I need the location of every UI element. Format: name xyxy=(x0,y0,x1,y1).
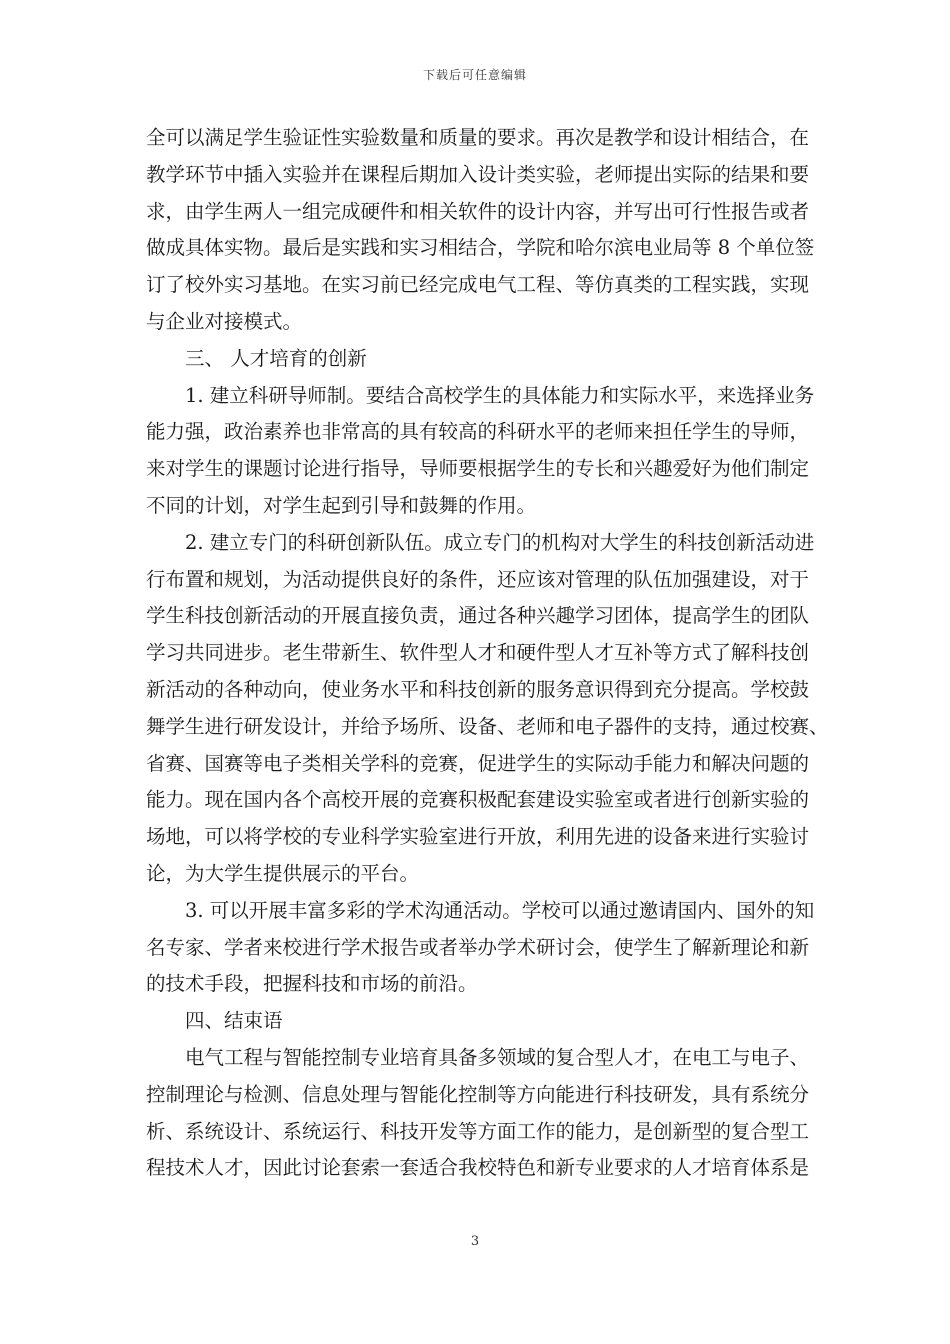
text-line: 三、 人才培育的创新 xyxy=(185,346,367,370)
text-line: 电气工程与智能控制专业培育具备多领域的复合型人才，在电工与电子、 xyxy=(185,1045,810,1069)
text-line: 行布置和规划，为活动提供良好的条件，还应该对管理的队伍加强建设，对于 xyxy=(146,567,810,591)
text-line: 学习共同进步。老生带新生、软件型人才和硬件型人才互补等方式了解科技创 xyxy=(146,641,810,665)
text-line: 能力。现在国内各个高校开展的竞赛积极配套建设实验室或者进行创新实验的 xyxy=(146,788,810,812)
text-line: 新活动的各种动向，使业务水平和科技创新的服务意识得到充分提高。学校鼓 xyxy=(146,677,810,701)
text-line: 场地，可以将学校的专业科学实验室进行开放，利用先进的设备来进行实验讨 xyxy=(146,825,810,849)
text-line: 能力强，政治素养也非常高的具有较高的科研水平的老师来担任学生的导师， xyxy=(146,420,810,444)
text-line: 舞学生进行研发设计，并给予场所、设备、老师和电子器件的支持，通过校赛、 xyxy=(146,714,829,738)
text-line: 不同的计划，对学生起到引导和鼓舞的作用。 xyxy=(146,493,537,517)
text-line: 四、结束语 xyxy=(185,1009,283,1033)
text-line: 学生科技创新活动的开展直接负责，通过各种兴趣学习团体，提高学生的团队 xyxy=(146,604,810,628)
text-line: 论，为大学生提供展示的平台。 xyxy=(146,861,420,885)
document-body xyxy=(146,120,829,1187)
page-header: 下载后可任意编辑 xyxy=(422,68,527,82)
text-line: 做成具体实物。最后是实践和实习相结合，学院和哈尔滨电业局等 8 个单位签 xyxy=(146,236,815,260)
page-number: 3 xyxy=(470,1234,480,1249)
text-line: 2. 建立专门的科研创新队伍。成立专门的机构对大学生的科技创新活动进 xyxy=(185,530,815,554)
text-line: 析、系统设计、系统运行、科技开发等方面工作的能力，是创新型的复合型工 xyxy=(146,1119,810,1143)
text-line: 求，由学生两人一组完成硬件和相关软件的设计内容，并写出可行性报告或者 xyxy=(146,199,810,223)
text-line: 来对学生的课题讨论进行指导，导师要根据学生的专长和兴趣爱好为他们制定 xyxy=(146,457,810,481)
text-line: 程技术人才，因此讨论套索一套适合我校特色和新专业要求的人才培育体系是 xyxy=(146,1156,810,1180)
text-line: 与企业对接模式。 xyxy=(146,309,303,333)
text-line: 省赛、国赛等电子类相关学科的竞赛，促进学生的实际动手能力和解决问题的 xyxy=(146,751,810,775)
text-line: 3. 可以开展丰富多彩的学术沟通活动。学校可以通过邀请国内、国外的知 xyxy=(185,898,815,922)
text-line: 的技术手段，把握科技和市场的前沿。 xyxy=(146,972,478,996)
text-line: 名专家、学者来校进行学术报告或者举办学术研讨会，使学生了解新理论和新 xyxy=(146,935,810,959)
text-line: 1. 建立科研导师制。要结合高校学生的具体能力和实际水平，来选择业务 xyxy=(185,383,815,407)
text-line: 教学环节中插入实验并在课程后期加入设计类实验，老师提出实际的结果和要 xyxy=(146,162,810,186)
text-line: 全可以满足学生验证性实验数量和质量的要求。再次是教学和设计相结合，在 xyxy=(146,126,810,149)
text-line: 订了校外实习基地。在实习前已经完成电气工程、等仿真类的工程实践，实现 xyxy=(146,273,810,297)
text-line: 控制理论与检测、信息处理与智能化控制等方向能进行科技研发，具有系统分 xyxy=(146,1082,810,1106)
